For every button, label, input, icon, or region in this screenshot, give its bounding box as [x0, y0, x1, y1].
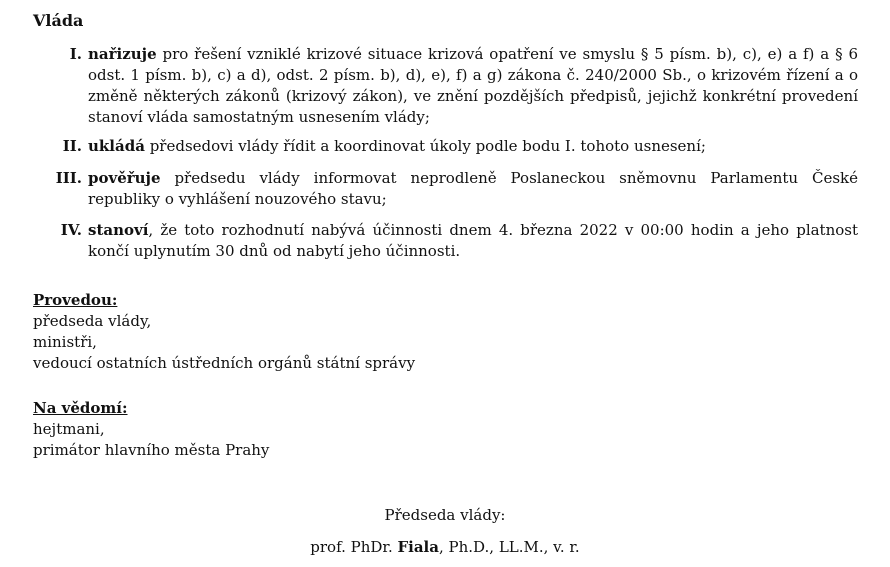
signature-name — [0, 537, 890, 558]
item-keyword: ukládá — [88, 137, 145, 155]
resolution-items — [0, 44, 890, 268]
provedou-line: předseda vlády, — [33, 312, 152, 330]
item-text — [88, 44, 858, 128]
item-text — [88, 136, 858, 157]
item-body: předsedu vlády informovat neprodleně Poslaneckou sněmovnu Parlamentu České republiky o vyhlášení nouzového stavu; — [88, 169, 858, 208]
resolution-item-1 — [0, 44, 890, 128]
item-keyword: nařizuje — [88, 45, 157, 63]
item-number: II. — [62, 137, 82, 155]
provedou-line: vedoucí ostatních ústředních orgánů státní správy — [33, 354, 416, 372]
provedou-label: Provedou: — [33, 291, 118, 309]
provedou-line: ministři, — [33, 333, 97, 351]
item-text — [88, 168, 858, 210]
item-body: předsedovi vlády řídit a koordinovat úkoly podle bodu I. tohoto usnesení; — [144, 137, 706, 155]
provedou-list — [33, 311, 415, 374]
document-heading: Vláda — [33, 11, 84, 30]
signature-surname: Fiala — [397, 538, 439, 556]
item-number: IV. — [60, 221, 82, 239]
signature-role: Předseda vlády: — [384, 506, 506, 524]
navedomi-list — [33, 419, 269, 461]
navedomi-line: hejtmani, — [33, 420, 105, 438]
item-text — [88, 220, 858, 262]
item-number: III. — [55, 169, 82, 187]
item-keyword: stanoví — [88, 221, 149, 239]
item-body: , že toto rozhodnutí nabývá účinnosti dnem 4. března 2022 v 00:00 hodin a jeho platnost končí uplynutím 30 dnů od nabytí jeho účinnosti. — [88, 221, 858, 260]
navedomi-label: Na vědomí: — [33, 399, 128, 417]
signature-suffix: , Ph.D., LL.M., v. r. — [438, 538, 580, 556]
item-number: I. — [69, 45, 82, 63]
signature-prefix: prof. PhDr. — [310, 538, 398, 556]
resolution-item-4 — [0, 220, 890, 262]
resolution-item-2 — [0, 136, 890, 157]
navedomi-line: primátor hlavního města Prahy — [33, 441, 270, 459]
resolution-item-3 — [0, 168, 890, 210]
item-body: pro řešení vzniklé krizové situace krizová opatření ve smyslu § 5 písm. b), c), e) a f) a § 6 odst. 1 písm. b), c) a d), odst. 2 písm. b), d), e), f) a g) zákona č. 240/2000 Sb., o krizovém řízení a o změně některých zákonů (krizový zákon), ve znění pozdějších předpisů, jejichž konkrétní provedení stanoví vláda samostatným usnesením vlády; — [88, 45, 858, 126]
item-keyword: pověřuje — [88, 169, 161, 187]
